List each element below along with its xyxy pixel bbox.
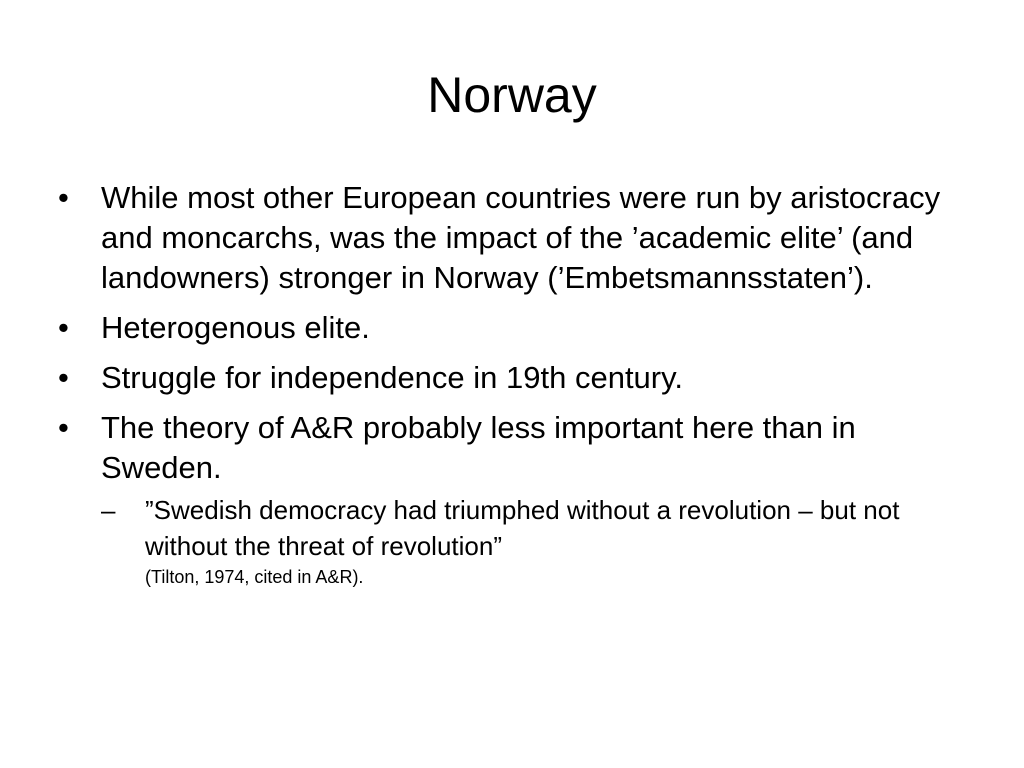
- bullet-text: Struggle for independence in 19th century.: [101, 360, 683, 395]
- bullet-marker: •: [58, 360, 69, 395]
- bullet-marker: •: [58, 180, 69, 215]
- bullet-text: Heterogenous elite.: [101, 310, 370, 345]
- bullet-item: [56, 178, 966, 298]
- sub-bullet-citation: (Tilton, 1974, cited in A&R).: [145, 567, 364, 587]
- sub-bullet-marker: –: [101, 495, 116, 525]
- sub-bullet-item: [101, 492, 966, 590]
- bullet-text: The theory of A&R probably less important here than in Sweden.: [101, 410, 856, 485]
- bullet-marker: •: [58, 310, 69, 345]
- bullet-item: [56, 358, 966, 398]
- sub-bullet-quote: ”Swedish democracy had triumphed without a revolution – but not without the threat of revolution”: [145, 495, 900, 561]
- slide-content: [56, 178, 966, 590]
- bullet-marker: •: [58, 410, 69, 445]
- slide-title: Norway: [427, 67, 597, 123]
- bullet-text: While most other European countries were run by aristocracy and moncarchs, was the impact of the ’academic elite’ (and landowners) stronger in Norway (’Embetsmannsstaten’).: [101, 180, 941, 295]
- bullet-item: [56, 308, 966, 348]
- bullet-item: [56, 408, 966, 488]
